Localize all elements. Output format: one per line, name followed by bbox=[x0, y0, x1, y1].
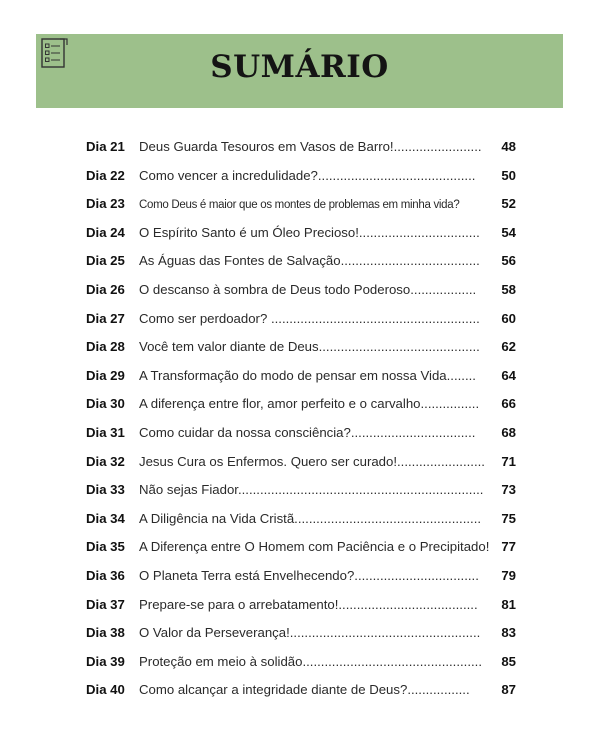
toc-page-number: 85 bbox=[501, 653, 516, 669]
toc-page-number: 52 bbox=[501, 196, 516, 212]
table-of-contents bbox=[86, 133, 516, 705]
toc-entry-title: Como Deus é maior que os montes de problemas em minha vida? bbox=[139, 199, 460, 212]
toc-entry-title: Não sejas Fiador................................................................... bbox=[139, 482, 484, 498]
toc-day-label: Dia 30 bbox=[86, 396, 125, 412]
toc-page-number: 56 bbox=[501, 253, 516, 269]
toc-entry[interactable] bbox=[86, 619, 516, 648]
toc-entry-title: Como ser perdoador? ......................................................... bbox=[139, 310, 480, 326]
toc-day-label: Dia 39 bbox=[86, 653, 125, 669]
toc-day-label: Dia 24 bbox=[86, 224, 125, 240]
toc-entry-title: O Espírito Santo é um Óleo Precioso!................................. bbox=[139, 224, 480, 240]
toc-entry[interactable] bbox=[86, 333, 516, 362]
toc-entry-title: O Planeta Terra está Envelhecendo?.................................. bbox=[139, 567, 479, 583]
toc-page-number: 58 bbox=[501, 281, 516, 297]
toc-page-number: 62 bbox=[501, 339, 516, 355]
toc-day-label: Dia 27 bbox=[86, 310, 125, 326]
toc-day-label: Dia 26 bbox=[86, 281, 125, 297]
page-title: SUMÁRIO bbox=[210, 49, 389, 85]
toc-entry-title: A Transformação do modo de pensar em nossa Vida........ bbox=[139, 367, 476, 383]
toc-day-label: Dia 37 bbox=[86, 596, 125, 612]
toc-day-label: Dia 29 bbox=[86, 367, 125, 383]
toc-entry[interactable] bbox=[86, 505, 516, 534]
toc-day-label: Dia 38 bbox=[86, 625, 125, 641]
toc-day-label: Dia 22 bbox=[86, 167, 125, 183]
toc-entry[interactable] bbox=[86, 276, 516, 305]
toc-day-label: Dia 34 bbox=[86, 510, 125, 526]
toc-entry[interactable] bbox=[86, 305, 516, 334]
toc-day-label: Dia 31 bbox=[86, 424, 125, 440]
toc-entry[interactable] bbox=[86, 591, 516, 620]
toc-page-number: 77 bbox=[501, 539, 516, 555]
toc-entry[interactable] bbox=[86, 190, 516, 219]
toc-entry-title: Jesus Cura os Enfermos. Quero ser curado!........................ bbox=[139, 453, 485, 469]
toc-entry[interactable] bbox=[86, 676, 516, 705]
toc-page-number: 66 bbox=[501, 396, 516, 412]
toc-day-label: Dia 25 bbox=[86, 253, 125, 269]
toc-entry[interactable] bbox=[86, 419, 516, 448]
toc-day-label: Dia 33 bbox=[86, 482, 125, 498]
toc-day-label: Dia 21 bbox=[86, 139, 125, 154]
toc-page-number: 73 bbox=[501, 482, 516, 498]
toc-entry[interactable] bbox=[86, 219, 516, 248]
toc-entry[interactable] bbox=[86, 247, 516, 276]
toc-page-number: 79 bbox=[501, 567, 516, 583]
toc-entry[interactable] bbox=[86, 562, 516, 591]
toc-page-number: 48 bbox=[501, 139, 516, 154]
toc-entry[interactable] bbox=[86, 448, 516, 477]
toc-page-number: 81 bbox=[501, 596, 516, 612]
toc-entry-title: A diferença entre flor, amor perfeito e o carvalho................ bbox=[139, 396, 480, 412]
toc-day-label: Dia 36 bbox=[86, 567, 125, 583]
toc-day-label: Dia 35 bbox=[86, 539, 125, 555]
toc-entry-title: As Águas das Fontes de Salvação...................................... bbox=[139, 253, 480, 269]
toc-entry-title: A Diferença entre O Homem com Paciência e o Precipitado! bbox=[139, 539, 490, 555]
toc-entry[interactable] bbox=[86, 162, 516, 191]
toc-entry-title: O Valor da Perseverança!.................................................... bbox=[139, 625, 481, 641]
toc-entry-title: Proteção em meio à solidão................................................. bbox=[139, 653, 482, 669]
title-banner bbox=[36, 34, 563, 108]
toc-page-number: 83 bbox=[501, 625, 516, 641]
toc-page-number: 64 bbox=[501, 367, 516, 383]
toc-entry-title: Como vencer a incredulidade?........................................... bbox=[139, 167, 476, 183]
toc-entry-title: Prepare-se para o arrebatamento!...................................... bbox=[139, 596, 478, 612]
toc-page-number: 60 bbox=[501, 310, 516, 326]
toc-day-label: Dia 28 bbox=[86, 339, 125, 355]
toc-day-label: Dia 40 bbox=[86, 682, 125, 698]
toc-day-label: Dia 32 bbox=[86, 453, 125, 469]
toc-day-label: Dia 23 bbox=[86, 196, 125, 212]
toc-entry[interactable] bbox=[86, 648, 516, 677]
toc-page-number: 50 bbox=[501, 167, 516, 183]
toc-entry-title: Você tem valor diante de Deus............................................ bbox=[139, 339, 480, 355]
toc-entry[interactable] bbox=[86, 390, 516, 419]
toc-entry-title: Deus Guarda Tesouros em Vasos de Barro!........................ bbox=[139, 139, 482, 154]
toc-page-number: 71 bbox=[501, 453, 516, 469]
toc-page-number: 75 bbox=[501, 510, 516, 526]
toc-page-number: 68 bbox=[501, 424, 516, 440]
toc-entry[interactable] bbox=[86, 533, 516, 562]
toc-page-number: 54 bbox=[501, 224, 516, 240]
toc-page-number: 87 bbox=[501, 682, 516, 698]
toc-entry[interactable] bbox=[86, 133, 516, 162]
toc-entry-title: A Diligência na Vida Cristã................................................... bbox=[139, 510, 482, 526]
toc-entry-title: Como cuidar da nossa consciência?.................................. bbox=[139, 424, 476, 440]
toc-entry[interactable] bbox=[86, 362, 516, 391]
toc-entry-title: O descanso à sombra de Deus todo Poderoso.................. bbox=[139, 281, 477, 297]
toc-entry-title: Como alcançar a integridade diante de Deus?................. bbox=[139, 682, 470, 698]
toc-entry[interactable] bbox=[86, 476, 516, 505]
